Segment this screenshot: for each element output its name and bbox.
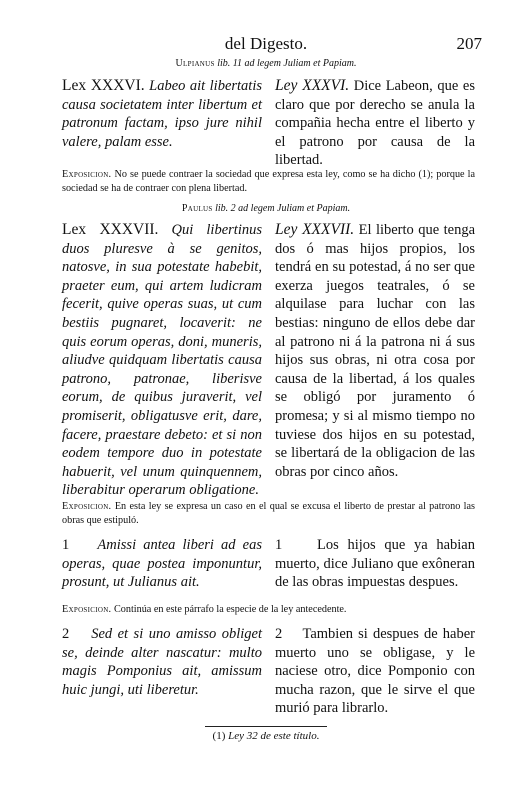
law-heading: Ley XXXVI. — [275, 77, 350, 94]
law-heading: Ley XXXVII. — [275, 221, 355, 238]
spanish-text — [275, 221, 475, 481]
page-number: 207 — [456, 34, 482, 53]
paragraph-number: 2 — [62, 626, 70, 642]
source-reference: lib. 11 ad legem Juliam et Papiam. — [217, 58, 357, 69]
latin-paragraph — [62, 536, 262, 592]
footnote-rule — [205, 726, 327, 727]
latin-body: Sed et si uno amisso obliget se, deinde alter nascatur: multo magis Pomponius ait, amissum huic jungi, uti liberetur. — [62, 626, 262, 698]
latin-body: Qui libertinus duos pluresve à se genitos, natosve, in sua potestate habebit, praeter eum, qui artem ludicram fecerit, quive operas suas, ut cum bestiis pugnaret, locaverit: ne quis eorum operas, doni, muneris, aliudve quidquam libertatis causa patrono, patronae, liberisve eorum, de quibus juraverit, vel promiserit, obligatusve erit, dare, facere, praestare debeto: et si non eodem tempore duo in potestate habuerit, vel unum quinquennem, liberabitur operarum obligatione. — [62, 222, 262, 499]
running-header: del Digesto. — [224, 34, 308, 53]
spanish-body: Tambien si despues de haber muerto uno se obligase, y le naciese otro, dice Pomponio con mucha razon, que le sirve el que murió para librarlo. — [275, 626, 475, 717]
exposicion-note — [62, 168, 475, 196]
latin-paragraph — [62, 625, 262, 699]
paragraph-number: 1 — [275, 537, 283, 553]
exposicion-text: En esta ley se expresa un caso en el qual se excusa el liberto de prestar al patrono las obras que estipuló. — [62, 501, 476, 526]
spanish-text — [275, 77, 475, 170]
paragraph-number: 1 — [62, 537, 70, 553]
latin-text — [62, 77, 262, 151]
source-author: Ulpianus — [175, 58, 215, 69]
spanish-paragraph — [275, 625, 475, 718]
law-heading: Lex XXXVII. — [62, 221, 159, 238]
spanish-body: Dice Labeon, que es claro que por derecho se anula la compañia hecha entre el liberto y el patrono por causa de la libertad. — [275, 78, 475, 169]
spanish-body: El liberto que tenga dos ó mas hijos propios, los tendrá en su potestad, á no ser que exerza juegos teatrales, ó se alquilase para luchar con las bestias: ninguno de ellos debe dar al patrono ni á la patrona ni á sus hijos sus obras, ni otra cosa por causa de la libertad, á los quales se obligó por juramento ó promesa; y si al mismo tiempo no tuviese dos hijos en su potestad, se libertará de la obligacion de las obras por cinco años. — [275, 222, 476, 480]
exposicion-label: Exposicion. — [62, 169, 112, 180]
source-citation — [0, 58, 532, 69]
source-author: Paulus — [181, 203, 213, 214]
latin-text — [62, 221, 262, 500]
exposicion-text: No se puede contraer la sociedad que expresa esta ley, como se ha dicho (1); porque la sociedad se ha de contraer con plena libertad. — [62, 169, 475, 194]
source-citation — [0, 203, 532, 214]
footnote — [0, 730, 532, 742]
exposicion-note — [62, 603, 475, 617]
exposicion-note — [62, 500, 475, 528]
footnote-text: Ley 32 de este título. — [228, 730, 320, 742]
footnote-number: (1) — [212, 730, 226, 742]
spanish-paragraph — [275, 536, 475, 592]
latin-body: Amissi antea liberi ad eas operas, quae postea imponuntur, prosunt, ut Julianus ait. — [62, 537, 262, 591]
latin-body: Labeo ait libertatis causa societatem inter libertum et patronum factam, ipso jure nihil valere, palam esse. — [62, 78, 262, 150]
law-heading: Lex XXXVI. — [62, 77, 145, 94]
paragraph-number: 2 — [275, 626, 283, 642]
spanish-body: Los hijos que ya habian muerto, dice Juliano que exôneran de las obras impuestas despues. — [275, 537, 475, 591]
exposicion-text: Continúa en este párrafo la especie de la ley antecedente. — [113, 604, 347, 615]
source-reference: lib. 2 ad legem Juliam et Papiam. — [215, 203, 351, 214]
exposicion-label: Exposicion. — [62, 604, 112, 615]
exposicion-label: Exposicion. — [62, 501, 112, 512]
